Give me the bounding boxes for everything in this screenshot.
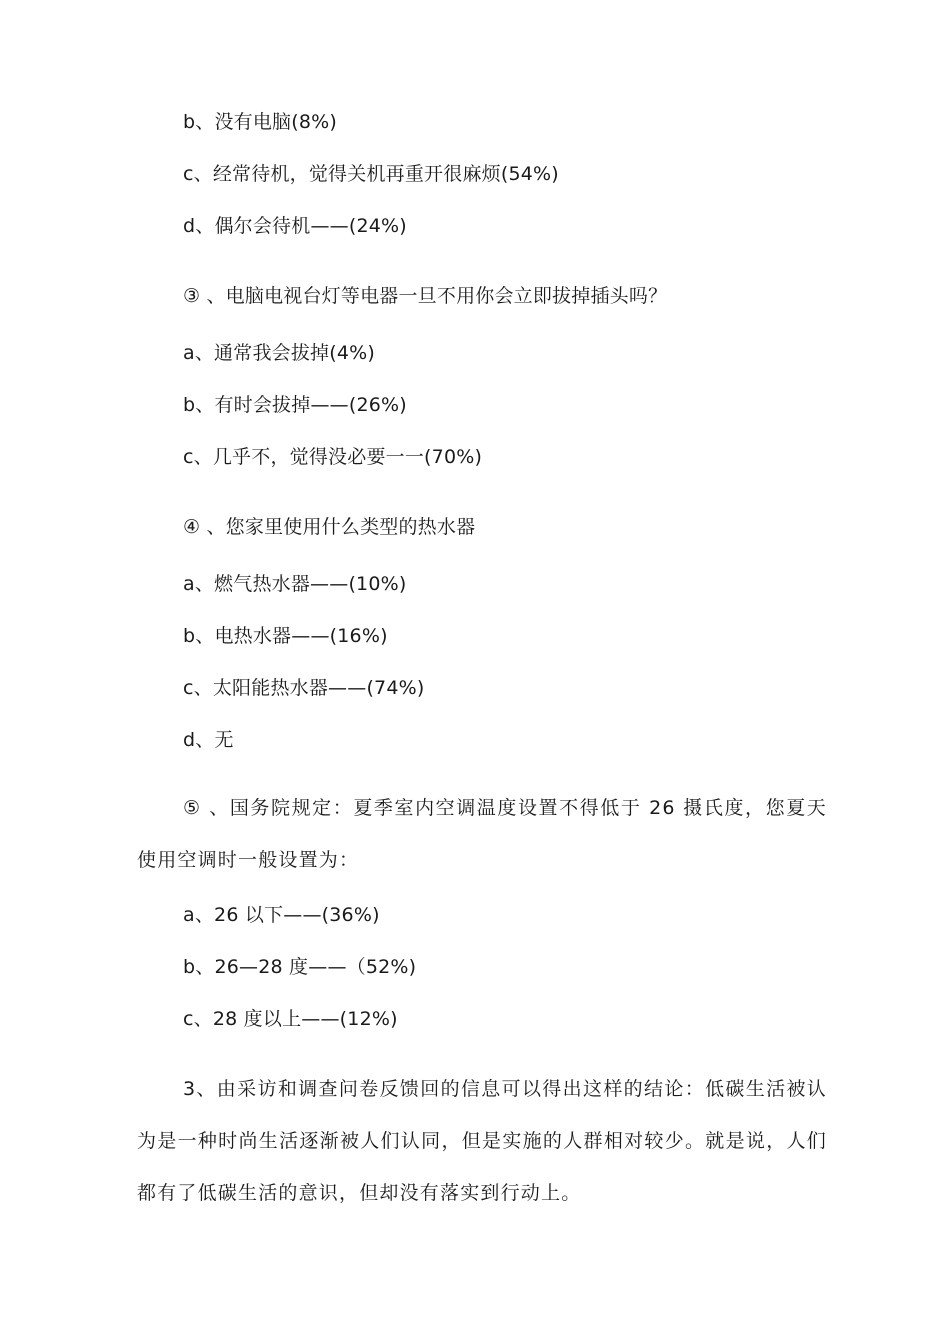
q5-question: ⑤ 、国务院规定：夏季室内空调温度设置不得低于 26 摄氏度，您夏天使用空调时一般设置为： [137, 797, 827, 871]
q4-option-c: c、太阳能热水器——(74%) [183, 677, 425, 699]
q2-option-c: c、经常待机，觉得关机再重开很麻烦(54%) [183, 163, 559, 185]
q5-option-a: a、26 以下——(36%) [183, 904, 380, 926]
q3-option-b: b、有时会拔掉——(26%) [183, 394, 407, 416]
q3-option-a: a、通常我会拔掉(4%) [183, 342, 376, 364]
q5-option-c: c、28 度以上——(12%) [183, 1008, 398, 1030]
q2-option-d: d、偶尔会待机——(24%) [183, 215, 407, 237]
q3-question: ③ 、电脑电视台灯等电器一旦不用你会立即拔掉插头吗？ [183, 285, 668, 307]
q4-option-b: b、电热水器——(16%) [183, 625, 388, 647]
q4-option-d: d、无 [183, 729, 234, 751]
q3-option-c: c、几乎不，觉得没必要一一(70%) [183, 446, 483, 468]
q5-option-b: b、26—28 度——（52%) [183, 956, 417, 978]
q4-option-a: a、燃气热水器——(10%) [183, 573, 407, 595]
q2-option-b: b、没有电脑(8%) [183, 111, 338, 133]
conclusion-paragraph: 3、由采访和调查问卷反馈回的信息可以得出这样的结论：低碳生活被认为是一种时尚生活逐渐被人们认同，但是实施的人群相对较少。就是说，人们都有了低碳生活的意识，但却没有落实到行动上。 [137, 1078, 827, 1204]
q4-question: ④ 、您家里使用什么类型的热水器 [183, 516, 476, 538]
